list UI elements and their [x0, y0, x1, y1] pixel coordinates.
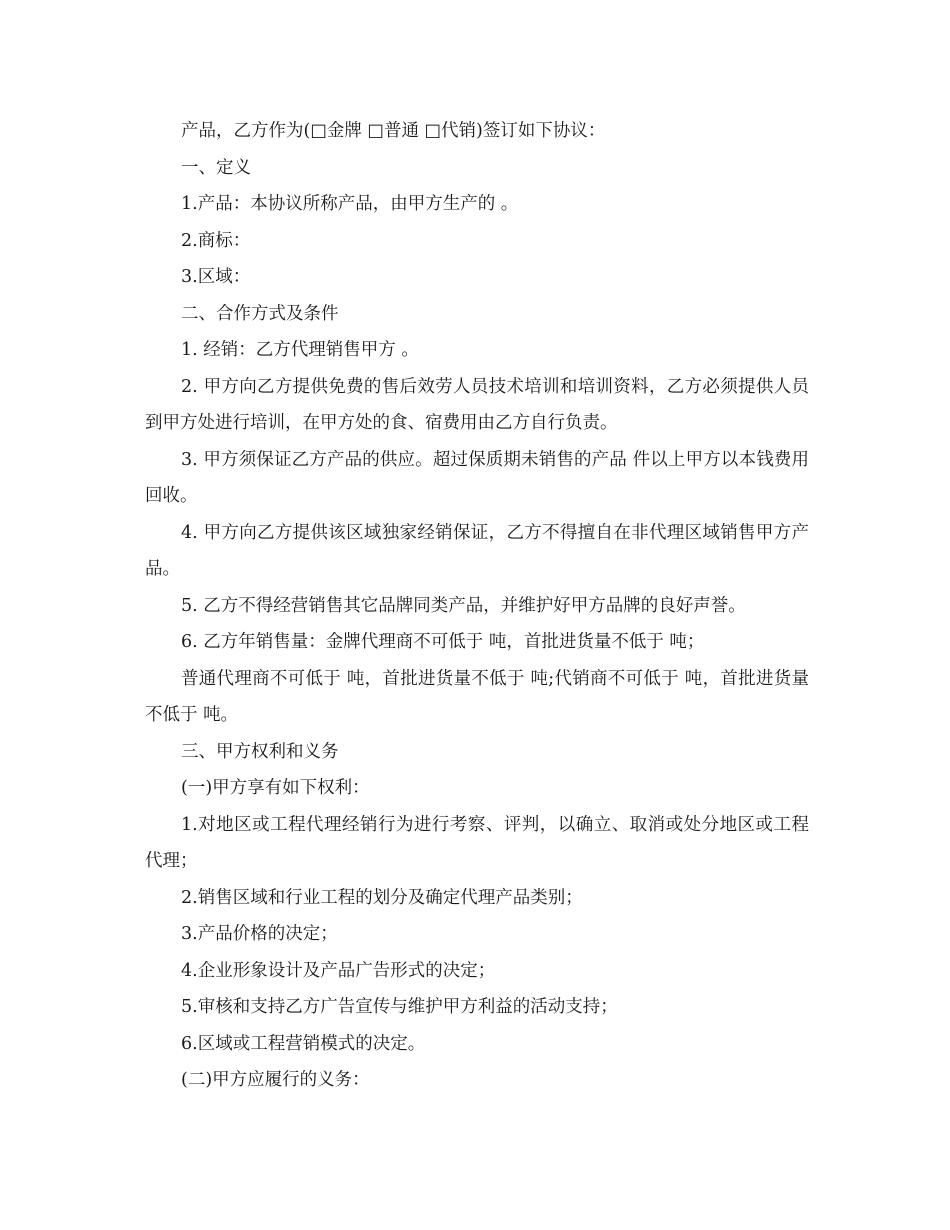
paragraph-cooperation-1: 1. 经销：乙方代理销售甲方 。: [181, 340, 419, 360]
paragraph-right-1: 1.对地区或工程代理经销行为进行考察、评判，以确立、取消或处分地区或工程代理；: [145, 814, 809, 871]
paragraph-right-3: 3.产品价格的决定；: [181, 924, 338, 944]
paragraph-right-5: 5.审核和支持乙方广告宣传与维护甲方利益的活动支持；: [181, 997, 618, 1017]
section-heading-party-a: 三、甲方权利和义务: [181, 741, 339, 762]
paragraph-right-6: 6.区域或工程营销模式的决定。: [181, 1033, 426, 1054]
subheading-party-a-obligations: (二)甲方应履行的义务：: [181, 1070, 370, 1090]
paragraph-right-4: 4.企业形象设计及产品广告形式的决定；: [181, 960, 496, 981]
paragraph-cooperation-4: 4. 甲方向乙方提供该区域独家经销保证，乙方不得擅自在非代理区域销售甲方产品。: [145, 522, 809, 579]
paragraph-definition-region: 3.区域：: [181, 267, 251, 287]
paragraph-cooperation-6: 6. 乙方年销售量：金牌代理商不可低于 吨，首批进货量不低于 吨；: [181, 632, 705, 652]
paragraph-intro: 产品，乙方作为(□金牌 □普通 □代销)签订如下协议：: [181, 121, 606, 141]
paragraph-cooperation-2: 2. 甲方向乙方提供免费的售后效劳人员技术培训和培训资料，乙方必须提供人员到甲方处进行培训，在甲方处的食、宿费用由乙方自行负责。: [145, 376, 809, 433]
section-heading-definitions: 一、定义: [181, 157, 251, 178]
paragraph-right-2: 2.销售区域和行业工程的划分及确定代理产品类别；: [181, 887, 583, 908]
paragraph-definition-product: 1.产品：本协议所称产品，由甲方生产的 。: [181, 194, 519, 214]
paragraph-cooperation-6-continued: 普通代理商不可低于 吨，首批进货量不低于 吨;代销商不可低于 吨，首批进货量不低于 吨。: [145, 668, 809, 725]
subheading-party-a-rights: (一)甲方享有如下权利：: [181, 778, 370, 798]
section-heading-cooperation: 二、合作方式及条件: [181, 303, 339, 324]
document-body: [145, 113, 809, 1099]
paragraph-definition-trademark: 2.商标：: [181, 230, 251, 251]
paragraph-cooperation-5: 5. 乙方不得经营销售其它品牌同类产品，并维护好甲方品牌的良好声誉。: [181, 595, 746, 616]
paragraph-cooperation-3: 3. 甲方须保证乙方产品的供应。超过保质期未销售的产品 件以上甲方以本钱费用回收。: [145, 449, 809, 506]
